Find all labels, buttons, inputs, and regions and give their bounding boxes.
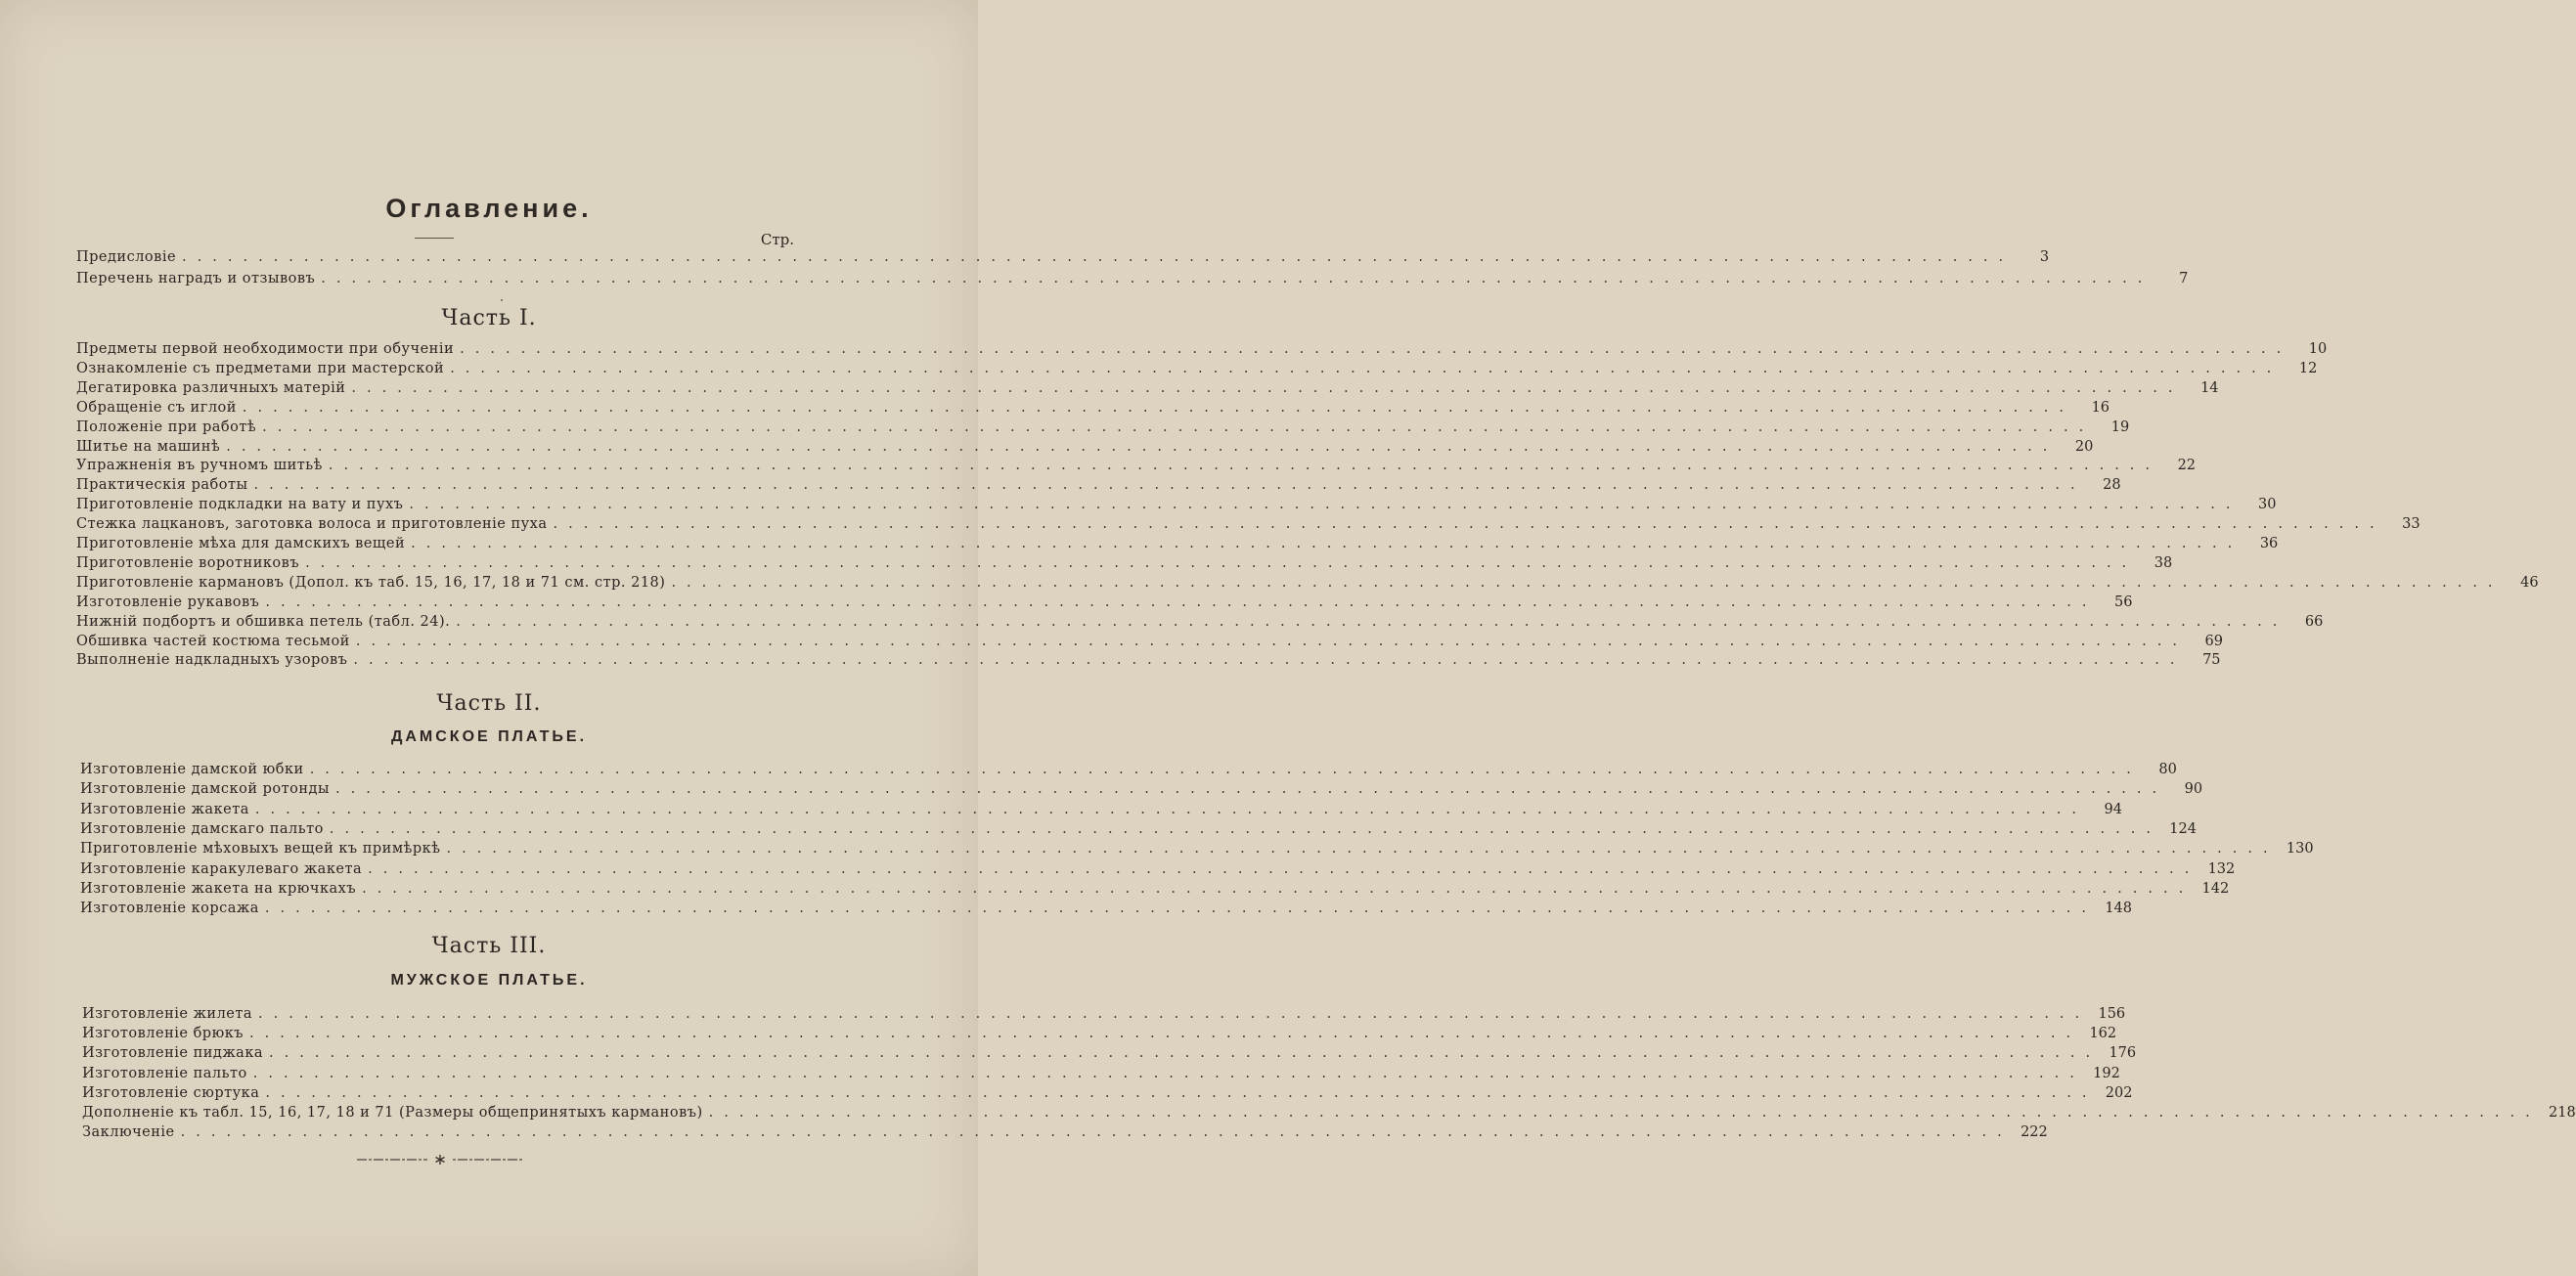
toc-entry-page: 148 — [2105, 901, 2133, 917]
toc-entry-page: 90 — [2184, 781, 2203, 798]
toc-entry-label: Приготовленіе мѣха для дамскихъ вещей — [76, 536, 406, 551]
toc-entry-page: 38 — [2154, 554, 2173, 571]
toc-entry-page: 7 — [2179, 271, 2189, 286]
toc-entry — [76, 360, 2318, 377]
toc-title: Оглавление. — [385, 194, 593, 223]
leader-dots: ........................................................................................................................ — [362, 880, 2195, 897]
toc-entry — [80, 840, 2314, 858]
part-3-subtitle: МУЖСКОЕ ПЛАТЬЕ. — [390, 972, 588, 989]
toc-entry — [76, 613, 2324, 631]
toc-entry-label: Выполненіе надкладныхъ узоровъ — [76, 652, 348, 669]
leader-dots: ........................................................................................................................ — [353, 652, 2186, 669]
toc-entry-label: Приготовленіе кармановъ (Допол. къ таб. 15, 16, 17, 18 и 71 см. стр. 218) — [76, 574, 666, 591]
leader-dots: ........................................................................................................................ — [309, 762, 2142, 777]
toc-entry — [82, 1005, 2126, 1023]
toc-entry-label: Предисловіе — [76, 249, 177, 265]
page-column-label: Стр. — [760, 231, 794, 248]
leader-dots: ........................................................................................................................ — [411, 536, 2243, 551]
toc-entry-page: 142 — [2201, 880, 2230, 897]
toc-entry — [82, 1044, 2137, 1062]
toc-entry — [76, 515, 2421, 533]
toc-entry-page: 19 — [2110, 418, 2130, 435]
leader-dots: ........................................................................................................................ — [329, 820, 2161, 837]
toc-entry — [76, 379, 2219, 397]
title-rule — [415, 238, 454, 239]
toc-entry-page: 56 — [2114, 594, 2133, 610]
toc-entry-page: 30 — [2258, 497, 2277, 513]
toc-entry — [76, 340, 2328, 358]
toc-entry-page: 16 — [2091, 399, 2110, 416]
toc-entry-label: Упражненія въ ручномъ шитьѣ — [76, 458, 323, 474]
toc-entry-label: Изготовленіе сюртука — [82, 1084, 260, 1101]
toc-entry-label: Шитье на машинѣ — [76, 438, 221, 455]
toc-entry — [76, 633, 2223, 650]
toc-entry-label: Стежка лацкановъ, заготовка волоса и приготовленіе пуха — [76, 516, 548, 533]
toc-entry-label: Изготовленіе пальто — [82, 1065, 247, 1081]
leader-dots: ........................................................................................................................ — [253, 477, 2086, 494]
toc-entry — [76, 476, 2121, 494]
toc-entry-page: 192 — [2093, 1065, 2120, 1081]
toc-entry-label: Изготовленіе жилета — [82, 1006, 253, 1022]
toc-entry-label: Ознакомленіе съ предметами при мастерской — [76, 360, 445, 376]
toc-entry — [82, 1104, 2576, 1122]
toc-entry — [76, 535, 2279, 552]
toc-entry-label: Изготовленіе жакета на крючкахъ — [80, 880, 357, 897]
leader-dots: ........................................................................................................................ — [265, 1084, 2098, 1101]
leader-dots: ........................................................................................................................ — [249, 1026, 2082, 1042]
toc-entry-page: 46 — [2520, 574, 2539, 591]
toc-entry — [82, 1084, 2133, 1102]
toc-entry — [76, 554, 2173, 572]
toc-entry-label: Изготовленіе рукавовъ — [76, 594, 260, 610]
toc-entry-page: 14 — [2200, 379, 2219, 396]
toc-entry-page: 66 — [2304, 613, 2324, 630]
toc-entry-page: 94 — [2104, 801, 2122, 817]
toc-entry — [76, 594, 2133, 611]
toc-entry-page: 162 — [2089, 1026, 2117, 1042]
toc-entry-page: 69 — [2204, 633, 2223, 649]
part-2-subtitle: ДАМСКОЕ ПЛАТЬЕ. — [390, 728, 588, 745]
leader-dots: ........................................................................................................................ — [351, 379, 2184, 396]
toc-entry — [76, 418, 2130, 436]
leader-dots: ........................................................................................................................ — [671, 574, 2504, 591]
toc-entry-label: Практическія работы — [76, 477, 248, 494]
toc-entry — [80, 801, 2122, 818]
toc-entry-label: Предметы первой необходимости при обученіи — [76, 341, 455, 357]
toc-entry-page: 22 — [2177, 458, 2197, 474]
toc-entry-page: 28 — [2103, 477, 2121, 494]
toc-entry-page: 3 — [2039, 249, 2050, 265]
toc-entry-label: Дополненіе къ табл. 15, 16, 17, 18 и 71 (Размеры общепринятыхъ кармановъ) — [82, 1105, 703, 1121]
leader-dots: ........................................................................................................................ — [456, 613, 2288, 630]
part-3-title: Часть III. — [431, 934, 547, 958]
leader-dots: ........................................................................................................................ — [305, 554, 2138, 571]
toc-entry — [80, 860, 2236, 878]
leader-dots: ........................................................................................................................ — [262, 418, 2095, 435]
toc-entry-label: Изготовленіе каракулеваго жакета — [80, 860, 363, 877]
leader-dots: ........................................................................................................................ — [321, 271, 2154, 286]
leader-dots: ........................................................................................................................ — [265, 594, 2098, 610]
toc-entry-page: 20 — [2074, 438, 2094, 455]
leader-dots: ........................................................................................................................ — [242, 399, 2075, 416]
toc-entry-label: Изготовленіе корсажа — [80, 901, 259, 917]
leader-dots: ........................................................................................................................ — [450, 360, 2283, 376]
toc-entry — [82, 1123, 2048, 1141]
toc-entry-label: Изготовленіе брюкъ — [82, 1026, 244, 1042]
toc-entry — [80, 761, 2177, 778]
leader-dots: ........................................................................................................................ — [252, 1065, 2085, 1081]
end-ornament — [357, 1154, 523, 1166]
toc-entry — [82, 1025, 2117, 1042]
toc-entry — [76, 399, 2110, 417]
toc-entry-page: 124 — [2169, 820, 2197, 837]
leader-dots: ........................................................................................................................ — [409, 497, 2242, 513]
toc-entry-label: Обшивка частей костюма тесьмой — [76, 633, 350, 649]
leader-dots: ........................................................................................................................ — [355, 633, 2188, 649]
toc-entry — [76, 438, 2094, 456]
leader-dots: ........................................................................................................................ — [368, 860, 2200, 877]
ink-speck — [501, 299, 503, 301]
toc-entry-label: Изготовленіе дамскаго пальто — [80, 820, 324, 837]
asterisk-icon — [436, 1155, 445, 1165]
leader-dots: ........................................................................................................................ — [328, 458, 2161, 474]
toc-entry — [76, 248, 2050, 266]
toc-entry — [80, 780, 2203, 798]
toc-entry-page: 176 — [2109, 1045, 2137, 1062]
toc-entry-label: Изготовленіе жакета — [80, 801, 249, 817]
toc-entry-label: Нижній подбортъ и обшивка петель (табл. 24). — [76, 613, 451, 630]
toc-entry-label: Заключеніе — [82, 1124, 175, 1141]
toc-entry — [76, 270, 2189, 287]
toc-entry — [76, 496, 2277, 513]
toc-entry-label: Приготовленіе воротниковъ — [76, 554, 300, 571]
part-1-title: Часть I. — [441, 306, 537, 330]
toc-entry-label: Положеніе при работѣ — [76, 418, 257, 435]
toc-entry — [80, 820, 2197, 838]
toc-entry — [76, 651, 2221, 669]
leader-dots: ........................................................................................................................ — [446, 841, 2279, 858]
leader-dots: ........................................................................................................................ — [180, 1124, 2013, 1141]
leader-dots: ........................................................................................................................ — [258, 1006, 2091, 1022]
toc-entry-page: 10 — [2308, 341, 2328, 357]
leader-dots: ........................................................................................................................ — [553, 516, 2385, 533]
leader-dots: ........................................................................................................................ — [182, 249, 2015, 265]
toc-entry-page: 218 — [2549, 1105, 2576, 1121]
toc-entry-label: Изготовленіе дамской юбки — [80, 762, 304, 777]
toc-entry — [76, 457, 2197, 474]
toc-entry-label: Изготовленіе дамской ротонды — [80, 781, 331, 798]
toc-entry — [80, 900, 2133, 917]
toc-entry-page: 132 — [2207, 860, 2236, 877]
toc-entry-label: Приготовленіе подкладки на вату и пухъ — [76, 497, 404, 513]
part-2-title: Часть II. — [436, 691, 542, 716]
toc-entry-page: 75 — [2202, 652, 2221, 669]
toc-entry-label: Изготовленіе пиджака — [82, 1045, 264, 1062]
leader-dots: ........................................................................................................................ — [254, 801, 2087, 817]
leader-dots: ........................................................................................................................ — [460, 341, 2292, 357]
toc-entry-page: 33 — [2402, 516, 2421, 533]
leader-dots: ........................................................................................................................ — [708, 1105, 2541, 1121]
leader-dots: ........................................................................................................................ — [264, 901, 2098, 917]
toc-entry — [82, 1065, 2120, 1082]
toc-entry-page: 12 — [2298, 360, 2318, 376]
leader-dots: ........................................................................................................................ — [269, 1045, 2102, 1062]
leader-dots: ........................................................................................................................ — [226, 438, 2059, 455]
toc-entry-page: 222 — [2021, 1124, 2048, 1141]
toc-entry — [80, 880, 2230, 898]
toc-entry — [76, 574, 2539, 592]
leader-dots: ........................................................................................................................ — [335, 781, 2168, 798]
toc-entry-page: 36 — [2259, 536, 2279, 551]
toc-entry-label: Обращеніе съ иглой — [76, 399, 237, 416]
toc-entry-label: Дегатировка различныхъ матерій — [76, 379, 346, 396]
toc-entry-page: 80 — [2158, 762, 2177, 777]
toc-entry-label: Приготовленіе мѣховыхъ вещей къ примѣркѣ — [80, 841, 441, 858]
toc-entry-page: 156 — [2098, 1006, 2126, 1022]
toc-entry-label: Перечень наградъ и отзывовъ — [76, 271, 316, 286]
toc-entry-page: 202 — [2105, 1084, 2133, 1101]
toc-entry-page: 130 — [2286, 841, 2314, 858]
